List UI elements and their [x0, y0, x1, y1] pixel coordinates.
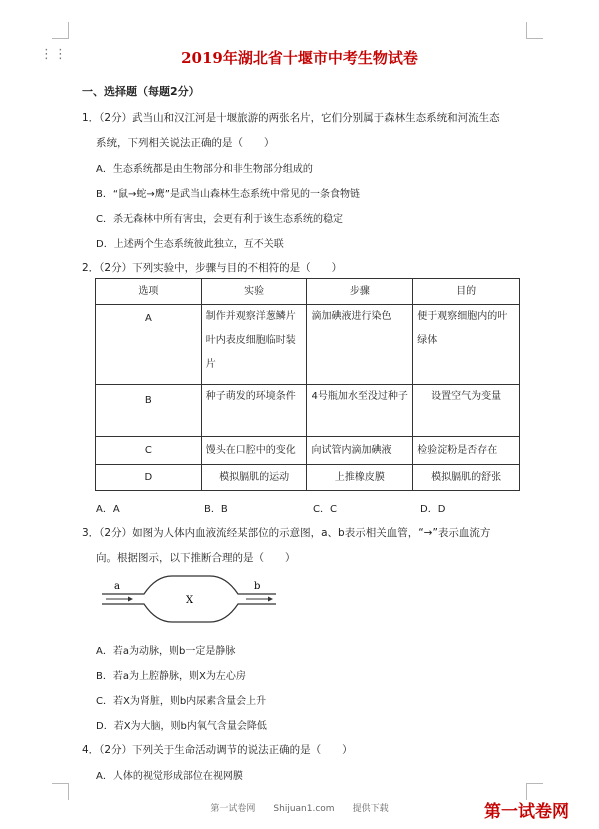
table-row: [96, 437, 520, 465]
vessel-label-b: b: [254, 581, 261, 592]
question-3-stem: 3．（2分）如图为人体内血液流经某部位的示意图，a、b表示相关血管，“→”表示血流方: [82, 527, 491, 539]
crop-mark-bottom-left: [52, 783, 69, 800]
vessel-wall-lower: [102, 604, 276, 622]
table-cell: 检验淀粉是否存在: [413, 437, 520, 465]
table-cell: A: [96, 305, 202, 385]
blood-flow-diagram: [100, 572, 280, 626]
table-header-cell: 目的: [413, 279, 520, 305]
table-cell: C: [96, 437, 202, 465]
table-cell: 模拟膈肌的运动: [201, 465, 307, 491]
organ-label-x: X: [186, 595, 194, 606]
section-heading: 一、选择题（每题2分）: [82, 85, 200, 98]
table-cell: 上推橡皮膜: [307, 465, 413, 491]
question-2-choice-d: D．D: [420, 504, 446, 515]
table-cell: 向试管内滴加碘液: [307, 437, 413, 465]
table-cell: 便于观察细胞内的叶绿体: [413, 305, 520, 385]
table-cell: 馒头在口腔中的变化: [201, 437, 307, 465]
table-header-row: [96, 279, 520, 305]
vessel-label-a: a: [114, 581, 120, 592]
table-cell: 模拟膈肌的舒张: [413, 465, 520, 491]
question-3-stem-cont: 向。根据图示，以下推断合理的是（ ）: [96, 552, 296, 564]
question-2-stem: 2．（2分）下列实验中，步骤与目的不相符的是（ ）: [82, 262, 343, 274]
table-row: [96, 305, 520, 385]
footer-text: 第一试卷网 Shijuan1.com 提供下载: [210, 804, 389, 814]
question-3-option-d: D．若X为大脑，则b内氧气含量会降低: [96, 721, 267, 732]
crop-mark-top-right: [526, 22, 543, 39]
table-cell: 设置空气为变量: [413, 385, 520, 437]
arrow-in-icon: [106, 597, 133, 602]
brand-logo: 第一试卷网: [484, 802, 569, 822]
table-cell: B: [96, 385, 202, 437]
question-2-choice-c: C．C: [313, 504, 337, 515]
drag-handle-icon[interactable]: ⋮⋮: [40, 47, 68, 62]
vessel-wall-upper: [102, 576, 276, 594]
question-4-option-a: A．人体的视觉形成部位在视网膜: [96, 771, 243, 782]
question-1-option-b: B．“鼠→蛇→鹰”是武当山森林生态系统中常见的一条食物链: [96, 189, 360, 200]
table-cell: D: [96, 465, 202, 491]
table-cell: 4号瓶加水至没过种子: [307, 385, 413, 437]
table-header-cell: 实验: [201, 279, 307, 305]
table-cell: 种子萌发的环境条件: [201, 385, 307, 437]
crop-mark-top-left: [52, 22, 69, 39]
question-3-option-c: C．若X为肾脏，则b内尿素含量会上升: [96, 696, 267, 707]
question-3-option-b: B．若a为上腔静脉，则X为左心房: [96, 671, 246, 682]
table-cell: 滴加碘液进行染色: [307, 305, 413, 385]
page-title: 2019年湖北省十堰市中考生物试卷: [181, 49, 418, 67]
table-cell: 制作并观察洋葱鳞片叶内表皮细胞临时装片: [201, 305, 307, 385]
question-1-option-a: A．生态系统都是由生物部分和非生物部分组成的: [96, 164, 313, 175]
question-2-choice-b: B．B: [204, 504, 228, 515]
table-header-cell: 选项: [96, 279, 202, 305]
table-header-cell: 步骤: [307, 279, 413, 305]
arrow-out-icon: [246, 597, 273, 602]
question-1-stem: 1．（2分）武当山和汉江河是十堰旅游的两张名片，它们分别属于森林生态系统和河流生态: [82, 112, 500, 124]
experiment-table: [95, 278, 520, 491]
table-row: [96, 385, 520, 437]
question-1-option-d: D．上述两个生态系统彼此独立，互不关联: [96, 239, 284, 250]
question-1-stem-cont: 系统，下列相关说法正确的是（ ）: [96, 137, 275, 149]
question-3-option-a: A．若a为动脉，则b一定是静脉: [96, 646, 236, 657]
table-row: [96, 465, 520, 491]
question-1-option-c: C．杀无森林中所有害虫，会更有利于该生态系统的稳定: [96, 214, 343, 225]
question-2-choice-a: A．A: [96, 504, 120, 515]
question-4-stem: 4．（2分）下列关于生命活动调节的说法正确的是（ ）: [82, 744, 353, 756]
